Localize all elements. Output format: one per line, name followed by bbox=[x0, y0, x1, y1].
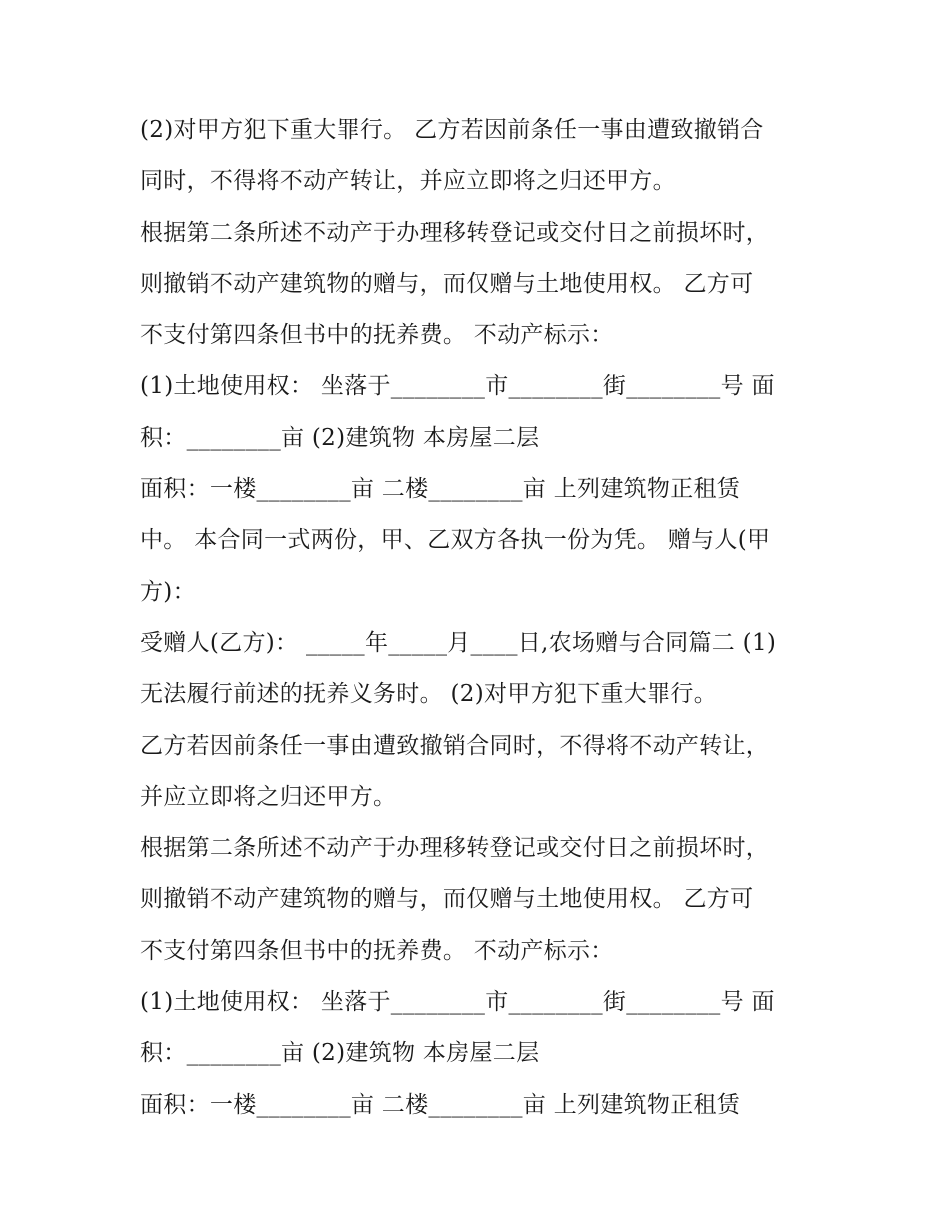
text-line: 并应立即将之归还甲方。 bbox=[140, 783, 397, 810]
text-line: 中。 本合同一式两份，甲、乙双方各执一份为凭。 赠与人(甲 bbox=[140, 527, 771, 554]
text-line: 面积：一楼________亩 二楼________亩 上列建筑物正租赁 bbox=[140, 476, 741, 503]
text-line: (1)土地使用权： 坐落于________市________街________号 面 bbox=[140, 373, 775, 400]
document-body bbox=[140, 108, 820, 1134]
text-line: 则撤销不动产建筑物的赠与，而仅赠与土地使用权。 乙方可 bbox=[140, 886, 754, 913]
text-line: (2)对甲方犯下重大罪行。 乙方若因前条任一事由遭致撤销合 bbox=[140, 117, 764, 143]
text-line: 不支付第四条但书中的抚养费。 不动产标示： bbox=[140, 322, 614, 349]
text-line: 面积：一楼________亩 二楼________亩 上列建筑物正租赁 bbox=[140, 1091, 741, 1118]
text-line: 积：________亩 (2)建筑物 本房屋二层 bbox=[140, 424, 540, 451]
text-line: 则撤销不动产建筑物的赠与，而仅赠与土地使用权。 乙方可 bbox=[140, 270, 754, 297]
text-line: 不支付第四条但书中的抚养费。 不动产标示： bbox=[140, 937, 614, 964]
text-line: 根据第二条所述不动产于办理移转登记或交付日之前损坏时， bbox=[140, 219, 770, 246]
text-line: 受赠人(乙方)： _____年_____月____日,农场赠与合同篇二 (1) bbox=[140, 629, 777, 656]
text-line: 无法履行前述的抚养义务时。 (2)对甲方犯下重大罪行。 bbox=[140, 681, 717, 708]
text-line: 方)： bbox=[140, 578, 196, 605]
text-line: 乙方若因前条任一事由遭致撤销合同时，不得将不动产转让， bbox=[140, 732, 770, 759]
text-line: 积：________亩 (2)建筑物 本房屋二层 bbox=[140, 1040, 540, 1067]
text-line: 根据第二条所述不动产于办理移转登记或交付日之前损坏时， bbox=[140, 835, 770, 862]
text-line: 同时，不得将不动产转让，并应立即将之归还甲方。 bbox=[140, 168, 676, 195]
text-line: (1)土地使用权： 坐落于________市________街________号 面 bbox=[140, 989, 775, 1016]
